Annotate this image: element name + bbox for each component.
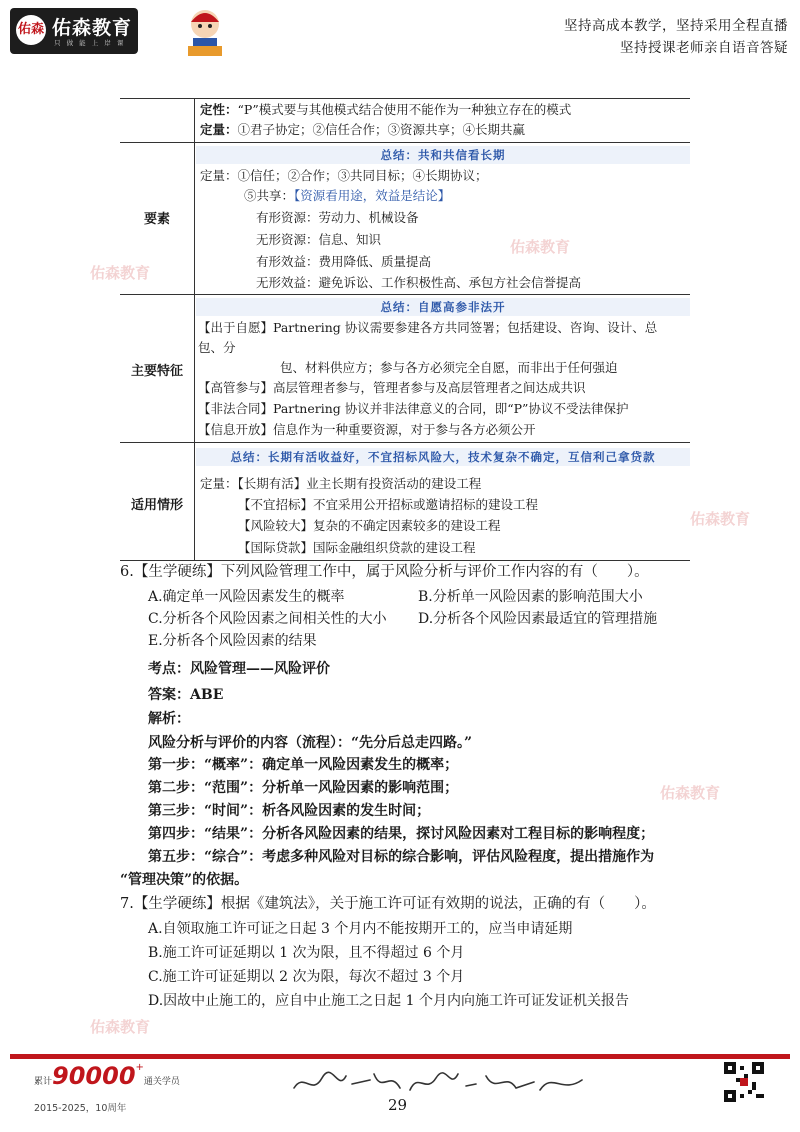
logo-seal: 佑森 (16, 15, 46, 45)
feature-line: 【高管参与】高层管理者参与，管理者参与及高层管理者之间达成共识 (198, 380, 586, 395)
q6-topic: 考点：风险管理——风险评价 (148, 661, 330, 677)
q6-step: 第五步：“综合”：考虑多种风险对目标的综合影响，评估风险程度，提出措施作为 (148, 849, 655, 865)
q6-step: 第二步：“范围”：分析单一风险因素的影响范围； (148, 780, 459, 796)
slogan-line-1: 坚持高成本教学，坚持采用全程直播 (564, 18, 788, 34)
elements-line: 定量：①信任；②合作；③共同目标；④长期协议； (200, 168, 488, 183)
question-6-stem: 6.【生学硬练】下列风险管理工作中，属于风险分析与评价工作内容的有（ ）。 (120, 564, 649, 580)
elements-line: 有形资源：劳动力、机械设备 (256, 210, 419, 225)
summary-bar: 总结：共和共信看长期 (196, 146, 690, 164)
feature-line: 包、材料供应方；参与各方必须完全自愿，而非出于任何强迫 (280, 360, 618, 375)
watermark: 佑森教育 (510, 238, 571, 256)
applicable-line: 定量：【长期有活】业主长期有投资活动的建设工程 (200, 476, 482, 491)
elements-line: 无形效益：避免诉讼、工作积极性高、承包方社会信誉提高 (256, 275, 582, 290)
q6-step: 第一步：“概率”：确定单一风险因素发生的概率； (148, 757, 459, 773)
handwritten-signature (290, 1066, 590, 1102)
row-label-applicable: 适用情形 (130, 498, 183, 513)
q6-option-c: C.分析各个风险因素之间相关性的大小 (148, 611, 387, 627)
elements-line: 无形资源：信息、知识 (256, 232, 382, 247)
q7-option-a: A.自领取施工许可证之日起 3 个月内不能按期开工的，应当申请延期 (148, 921, 573, 937)
q6-option-a: A.确定单一风险因素发生的概率 (148, 589, 345, 605)
page-header (0, 0, 800, 66)
mascot-illustration (182, 6, 228, 58)
dingliang-line: 定量：①君子协定；②信任合作；③资源共享；④长期共赢 (200, 122, 526, 137)
q7-option-d: D.因故中止施工的，应自中止施工之日起 1 个月内向施工许可证发证机关报告 (148, 993, 629, 1009)
q6-step: 第三步：“时间”：析各风险因素的发生时间； (148, 803, 431, 819)
q6-step: 第四步：“结果”：分析各风险因素的结果，探讨风险因素对工程目标的影响程度； (148, 826, 655, 842)
q6-step: “管理决策”的依据。 (120, 872, 249, 888)
feature-line: 【非法合同】Partnering 协议并非法律意义的合同，即“P”协议不受法律保护 (198, 401, 629, 416)
summary-bar: 总结：长期有活收益好，不宜招标风险大，技术复杂不确定，互信利己拿贷款 (196, 448, 690, 466)
watermark: 佑森教育 (660, 784, 721, 802)
watermark: 佑森教育 (690, 510, 751, 528)
q7-option-b: B.施工许可证延期以 1 次为限，且不得超过 6 个月 (148, 945, 465, 961)
question-7-stem: 7.【生学硬练】根据《建筑法》，关于施工许可证有效期的说法，正确的有（ ）。 (120, 896, 656, 912)
qr-code-icon (724, 1062, 764, 1102)
logo-brand: 佑森教育 (52, 17, 133, 39)
feature-line: 【出于自愿】Partnering 协议需要参建各方共同签署；包括建设、咨询、设计、总 (198, 320, 658, 335)
dingxing-line: 定性：“P”模式要与其他模式结合使用不能作为一种独立存在的模式 (200, 102, 572, 117)
applicable-line: 【不宜招标】不宜采用公开招标或邀请招标的建设工程 (238, 497, 539, 512)
summary-bar: 总结：自愿高参非法开 (196, 298, 690, 316)
slogan-line-2: 坚持授课老师亲自语音答疑 (620, 40, 788, 56)
feature-line: 包、分 (198, 340, 236, 355)
logo (10, 8, 138, 54)
q6-option-d: D.分析各个风险因素最适宜的管理措施 (418, 611, 658, 627)
q6-analysis-label: 解析： (148, 711, 190, 727)
elements-share-line: ⑤共享：【资源看用途，效益是结论】 (244, 188, 451, 203)
q6-answer: 答案：ABE (148, 687, 224, 703)
row-label-elements: 要素 (143, 212, 170, 227)
q6-analysis-intro: 风险分析与评价的内容（流程）：“先分后总走四路。” (148, 735, 473, 751)
feature-line: 【信息开放】信息作为一种重要资源，对于参与各方必须公开 (198, 422, 536, 437)
applicable-line: 【风险较大】复杂的不确定因素较多的建设工程 (238, 518, 501, 533)
logo-tagline: 只 做 能 上 岸 课 (54, 39, 126, 47)
years-label: 2015-2025，10周年 (34, 1103, 127, 1114)
partnering-table (120, 98, 690, 560)
applicable-line: 【国际贷款】国际金融组织贷款的建设工程 (238, 540, 476, 555)
footer-bar (10, 1054, 790, 1059)
page-number: 29 (388, 1096, 408, 1114)
row-label-features: 主要特征 (130, 364, 183, 379)
q7-option-c: C.施工许可证延期以 2 次为限，每次不超过 3 个月 (148, 969, 465, 985)
q6-option-b: B.分析单一风险因素的影响范围大小 (418, 589, 643, 605)
elements-line: 有形效益：费用降低、质量提高 (256, 254, 432, 269)
student-count: 累计90000+通关学员 (34, 1062, 180, 1090)
q6-option-e: E.分析各个风险因素的结果 (148, 633, 317, 649)
watermark: 佑森教育 (90, 1018, 151, 1036)
watermark: 佑森教育 (90, 264, 151, 282)
